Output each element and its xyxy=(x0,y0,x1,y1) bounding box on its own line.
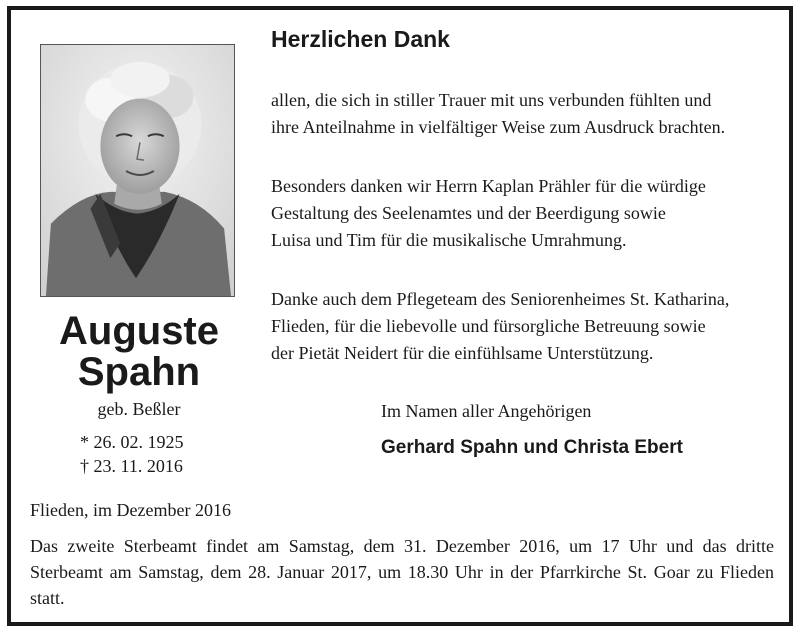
thanks-heading: Herzlichen Dank xyxy=(271,26,450,52)
signers: Gerhard Spahn und Christa Ebert xyxy=(381,437,683,458)
text-line: Besonders danken wir Herrn Kaplan Prähler für die würdige xyxy=(271,176,706,196)
text-line: der Pietät Neidert für die einfühlsame Unterstützung. xyxy=(271,343,654,363)
text-line: Gestaltung des Seelenamtes und der Beerdigung sowie xyxy=(271,203,666,223)
on-behalf-line: Im Namen aller Angehörigen xyxy=(381,401,592,421)
portrait-photo xyxy=(40,44,235,297)
text-line: allen, die sich in stiller Trauer mit uns verbunden fühlten und xyxy=(271,90,712,110)
deceased-first-name: Auguste xyxy=(59,309,219,353)
birth-name: geb. Beßler xyxy=(97,399,181,419)
thanks-paragraph-3 xyxy=(271,286,781,367)
life-dates xyxy=(80,430,184,478)
text-line: ihre Anteilnahme in vielfältiger Weise zum Ausdruck brachten. xyxy=(271,117,726,137)
requiem-announcement: Das zweite Sterbeamt findet am Samstag, dem 31. Dezember 2016, um 17 Uhr und das dritte Sterbeamt am Samstag, dem 28. Januar 2017, um 18.30 Uhr in der Pfarrkirche St. Goar zu Flieden statt. xyxy=(30,536,774,608)
place-date: Flieden, im Dezember 2016 xyxy=(30,500,231,520)
text-line: Luisa und Tim für die musikalische Umrahmung. xyxy=(271,230,627,250)
thanks-paragraph-1 xyxy=(271,87,781,141)
thanks-paragraph-2 xyxy=(271,173,781,254)
death-date: † 23. 11. 2016 xyxy=(80,456,183,476)
text-line: Flieden, für die liebevolle und fürsorgliche Betreuung sowie xyxy=(271,316,706,336)
birth-date: * 26. 02. 1925 xyxy=(80,432,184,452)
text-line: Danke auch dem Pflegeteam des Seniorenheimes St. Katharina, xyxy=(271,289,730,309)
deceased-last-name: Spahn xyxy=(77,350,201,394)
